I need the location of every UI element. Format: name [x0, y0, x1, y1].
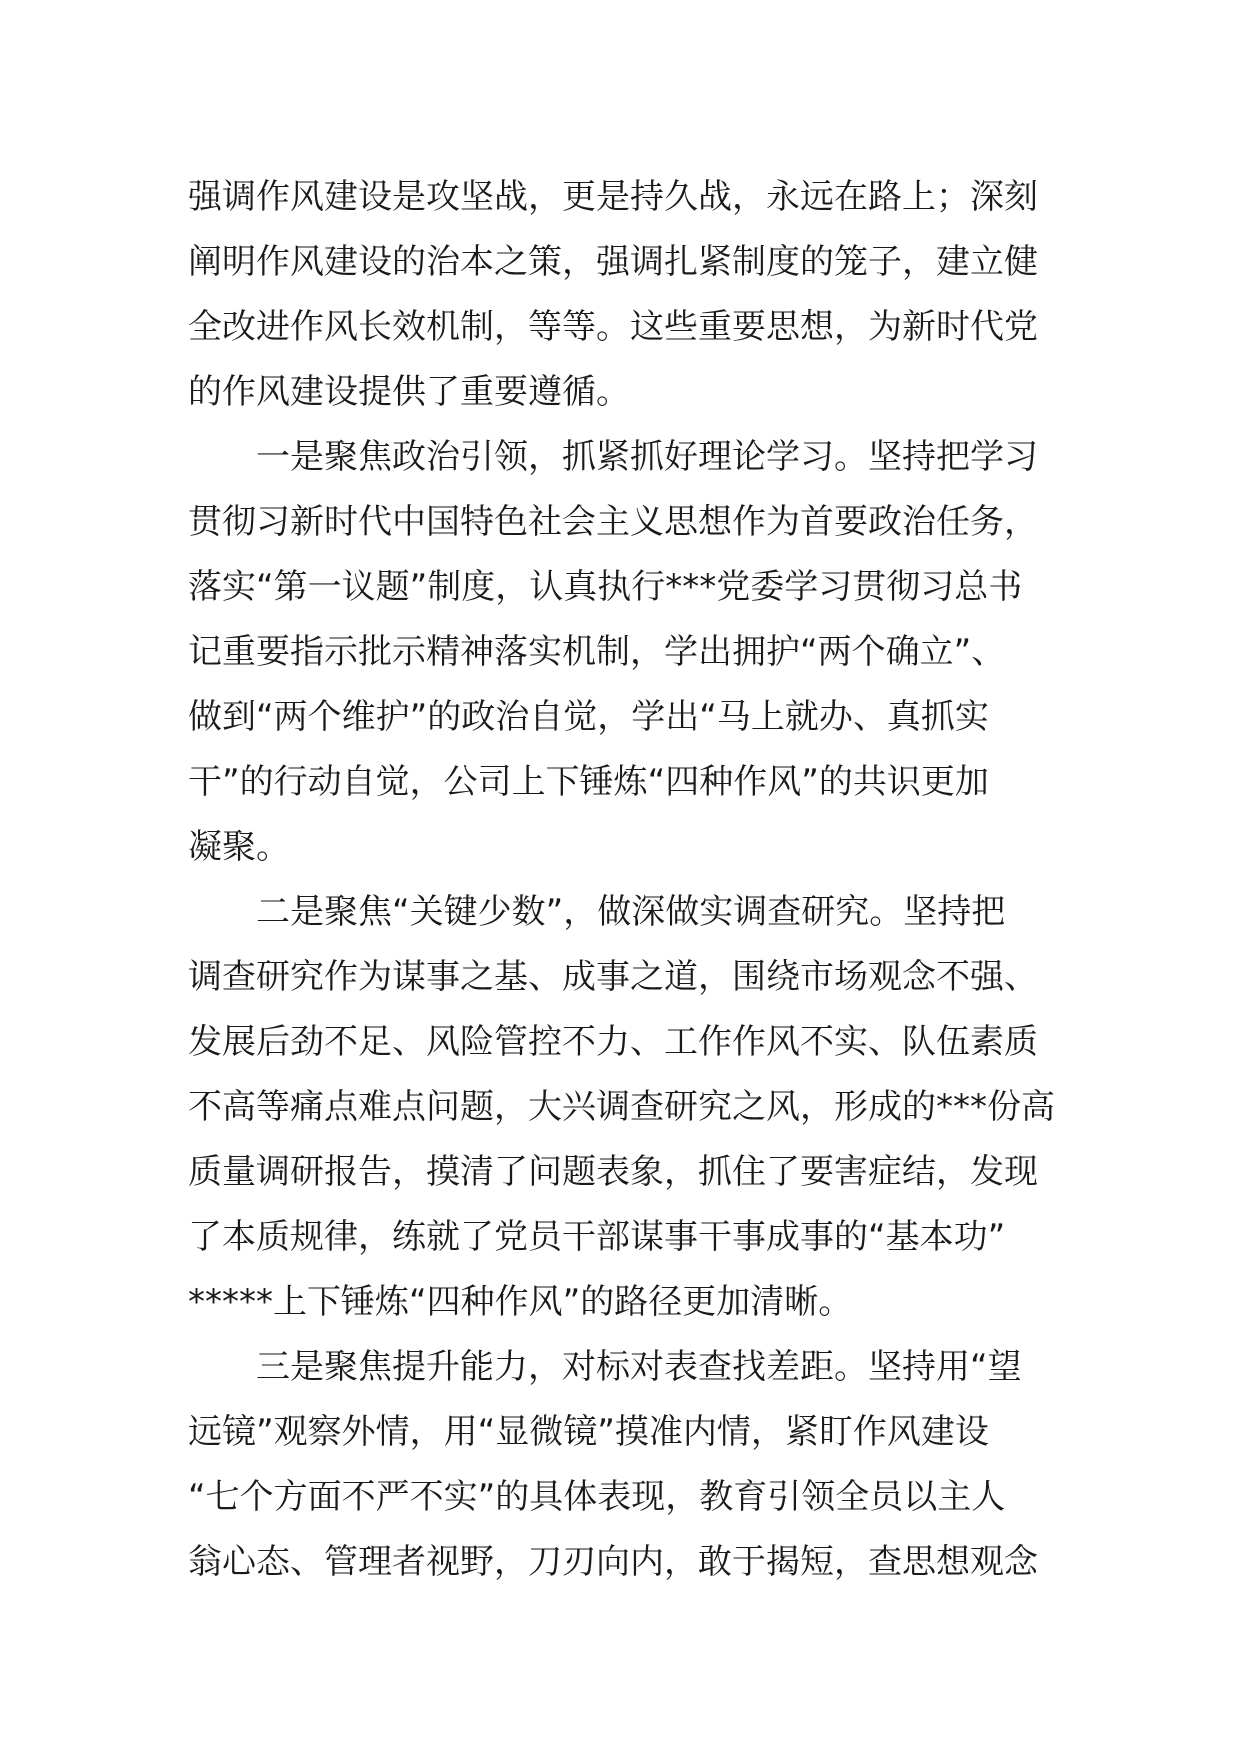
paragraph-first-line: 一是聚焦政治引领，抓紧抓好理论学习。坚持把学习: [256, 437, 1038, 477]
text-line: 落实“第一议题”制度，认真执行***党委学习贯彻习总书: [188, 567, 1023, 607]
text-line: 了本质规律，练就了党员干部谋事干事成事的“基本功”: [188, 1217, 1006, 1257]
text-line: 凝聚。: [188, 827, 290, 867]
text-line: “七个方面不严不实”的具体表现，教育引领全员以主人: [188, 1477, 1006, 1517]
paragraph-first-line: 三是聚焦提升能力，对标对表查找差距。坚持用“望: [256, 1347, 1022, 1387]
text-line: *****上下锤炼“四种作风”的路径更加清晰。: [188, 1282, 853, 1322]
paragraph-first-line: 二是聚焦“关键少数”，做深做实调查研究。坚持把: [256, 892, 1006, 932]
text-line: 贯彻习新时代中国特色社会主义思想作为首要政治任务，: [188, 502, 1038, 542]
text-line: 质量调研报告，摸清了问题表象，抓住了要害症结，发现: [188, 1152, 1038, 1192]
text-line: 全改进作风长效机制，等等。这些重要思想，为新时代党: [188, 307, 1038, 347]
text-line: 不高等痛点难点问题，大兴调查研究之风，形成的***份高: [188, 1087, 1055, 1127]
body-text: [188, 165, 1058, 1595]
text-line: 干”的行动自觉，公司上下锤炼“四种作风”的共识更加: [188, 762, 989, 802]
text-line: 做到“两个维护”的政治自觉，学出“马上就办、真抓实: [188, 697, 989, 737]
text-line: 记重要指示批示精神落实机制，学出拥护“两个确立”、: [188, 632, 1006, 672]
text-line: 发展后劲不足、风险管控不力、工作作风不实、队伍素质: [188, 1022, 1038, 1062]
text-line: 调查研究作为谋事之基、成事之道，围绕市场观念不强、: [188, 957, 1038, 997]
text-line: 阐明作风建设的治本之策，强调扎紧制度的笼子，建立健: [188, 242, 1038, 282]
text-line: 远镜”观察外情，用“显微镜”摸准内情，紧盯作风建设: [188, 1412, 989, 1452]
text-line: 强调作风建设是攻坚战，更是持久战，永远在路上；深刻: [188, 177, 1038, 217]
text-line: 的作风建设提供了重要遵循。: [188, 372, 630, 412]
text-line: 翁心态、管理者视野，刀刃向内，敢于揭短，查思想观念: [188, 1542, 1038, 1582]
